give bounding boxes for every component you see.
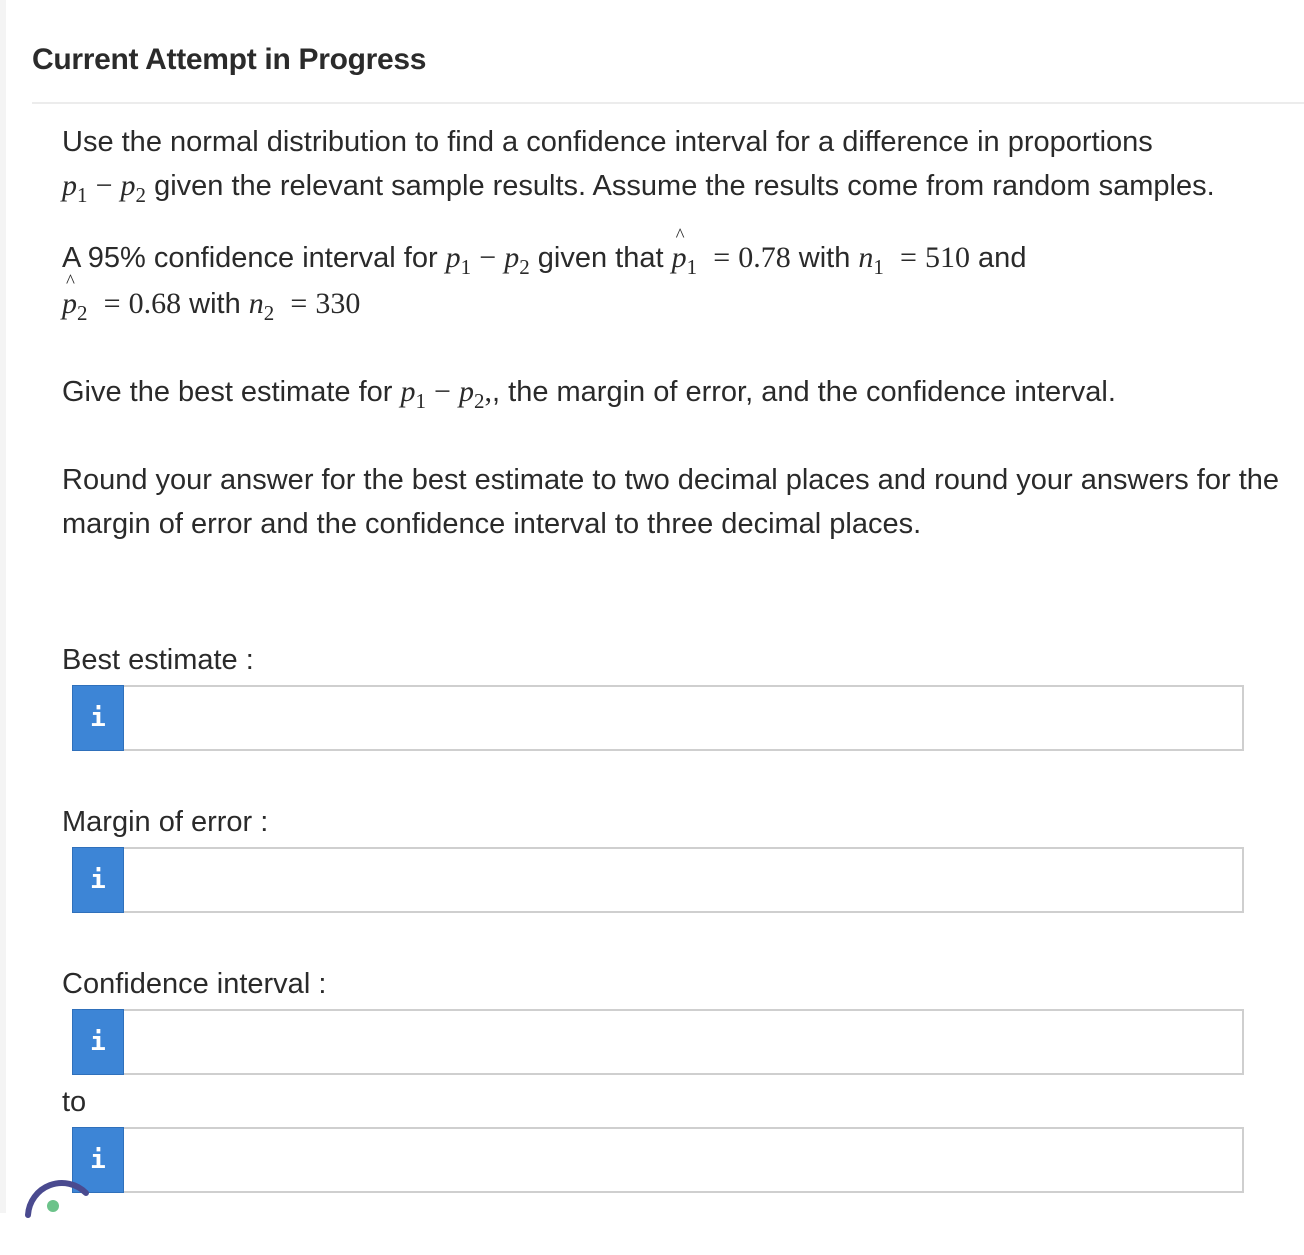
- math-sub: 2: [263, 301, 275, 325]
- info-icon[interactable]: i: [72, 1127, 124, 1193]
- math-n: n: [248, 287, 264, 320]
- math-sub: 1: [873, 255, 884, 279]
- rounding-instructions: Round your answer for the best estimate to two decimal places and round your answers for the margin of error and the confidence interval to three decimal places.: [62, 464, 1280, 540]
- math-p: p: [400, 375, 416, 408]
- math-sub: 1: [415, 389, 426, 413]
- math-sub: 2: [135, 183, 147, 207]
- header: [32, 40, 1304, 104]
- math-value-n1: 510: [925, 241, 970, 274]
- confidence-interval-label: Confidence interval :: [62, 968, 327, 1000]
- question-task: [62, 370, 1287, 416]
- ci-upper-input[interactable]: [124, 1127, 1244, 1193]
- setup-with: with: [790, 242, 859, 274]
- math-sub: 1: [77, 183, 88, 207]
- math-p: p: [120, 169, 136, 202]
- to-label: to: [62, 1086, 87, 1118]
- math-value-p1: 0.78: [738, 241, 791, 274]
- ci-upper-row: [72, 1127, 1244, 1193]
- margin-of-error-input[interactable]: [124, 847, 1244, 913]
- math-sub: 1: [686, 255, 698, 279]
- task-text-1: Give the best estimate for: [62, 376, 401, 408]
- best-estimate-row: [72, 685, 1244, 751]
- best-estimate-input[interactable]: [124, 685, 1244, 751]
- question-intro: [62, 120, 1287, 210]
- setup-text-2: given that: [529, 242, 672, 274]
- math-p-hat: ^ p: [672, 236, 687, 280]
- best-estimate-label: Best estimate :: [62, 644, 254, 676]
- ci-lower-input[interactable]: [124, 1009, 1244, 1075]
- status-badge-icon[interactable]: [22, 1175, 102, 1255]
- math-equals: =: [713, 241, 731, 274]
- math-value-n2: 330: [315, 287, 361, 320]
- question-setup: [62, 236, 1287, 328]
- math-value-p2: 0.68: [128, 287, 182, 320]
- math-n: n: [858, 241, 874, 274]
- left-rule: [0, 0, 6, 1213]
- math-sub: 2: [77, 301, 88, 325]
- math-comma: ,: [484, 375, 493, 408]
- page-title: Current Attempt in Progress: [32, 43, 427, 76]
- setup-text-1: A 95% confidence interval for: [62, 242, 446, 274]
- math-equals: =: [900, 241, 917, 274]
- info-icon[interactable]: i: [72, 847, 124, 913]
- math-p: p: [504, 241, 520, 274]
- setup-with: with: [181, 288, 249, 320]
- math-sub: 1: [460, 255, 472, 279]
- math-minus: −: [479, 241, 497, 274]
- ci-lower-row: [72, 1009, 1244, 1075]
- task-text-2: , the margin of error, and the confidence interval.: [492, 376, 1116, 408]
- math-sub: 2: [474, 389, 485, 413]
- badge-dot: [47, 1200, 59, 1212]
- math-p: p: [62, 169, 77, 202]
- setup-and: and: [970, 242, 1027, 274]
- margin-of-error-row: [72, 847, 1244, 913]
- info-icon[interactable]: i: [72, 1009, 124, 1075]
- intro-text-2: given the relevant sample results. Assume the results come from random samples.: [146, 170, 1215, 202]
- math-p: p: [459, 375, 475, 408]
- math-p-hat: ^ p: [62, 282, 77, 326]
- math-p: p: [445, 241, 461, 274]
- info-icon[interactable]: i: [72, 685, 124, 751]
- intro-text-1: Use the normal distribution to find a confidence interval for a difference in proportions: [62, 126, 1153, 158]
- math-equals: =: [290, 287, 308, 320]
- math-sub: 2: [519, 255, 530, 279]
- math-minus: −: [434, 375, 451, 408]
- margin-of-error-label: Margin of error :: [62, 806, 269, 838]
- math-minus: −: [95, 169, 113, 202]
- question-body: [62, 120, 1287, 546]
- math-equals: =: [103, 287, 121, 320]
